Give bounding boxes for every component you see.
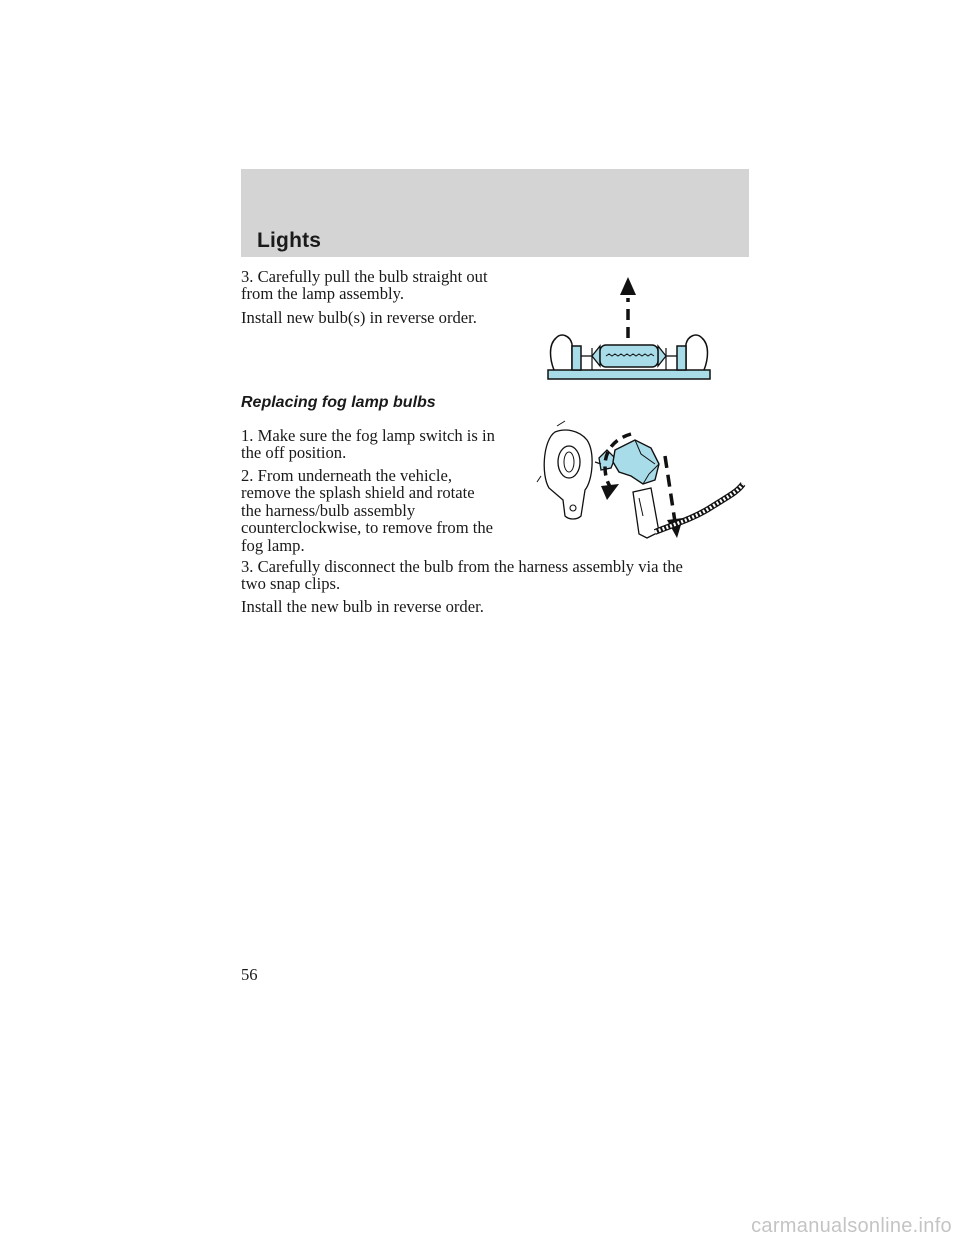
wire-harness xyxy=(655,484,743,532)
section-title: Lights xyxy=(257,229,322,252)
fog-install-text: Install the new bulb in reverse order. xyxy=(241,597,484,616)
right-contact-clip xyxy=(677,346,686,370)
fog-lamp-bulb-removal-diagram xyxy=(535,420,750,550)
install-reverse-text: Install new bulb(s) in reverse order. xyxy=(241,308,477,327)
fog-step-1: 1. Make sure the fog lamp switch is in the off position. xyxy=(241,426,495,463)
right-housing xyxy=(686,335,708,370)
step-3-pull-bulb: 3. Carefully pull the bulb straight out from the lamp assembly. xyxy=(241,267,488,304)
left-contact-clip xyxy=(572,346,581,370)
license-lamp-bulb-removal-diagram xyxy=(540,270,720,385)
festoon-bulb xyxy=(600,345,658,367)
section-header-band xyxy=(241,169,749,257)
rotate-arrowhead xyxy=(601,484,619,500)
pull-direction-arrowhead xyxy=(620,277,636,295)
fog-step-2: 2. From underneath the vehicle, remove the splash shield and rotate the harness/bulb assembly counterclockwise, to remove from the fog lamp. xyxy=(241,466,494,555)
left-housing xyxy=(551,335,573,370)
fog-lamp-heading: Replacing fog lamp bulbs xyxy=(241,394,436,411)
fog-lamp-socket xyxy=(558,446,580,478)
watermark: carmanualsonline.info xyxy=(751,1215,952,1237)
page-number: 56 xyxy=(241,965,258,984)
fog-step-3: 3. Carefully disconnect the bulb from the harness assembly via the two snap clips. xyxy=(241,557,683,594)
pull-down-arrow-shaft xyxy=(665,456,675,522)
lamp-base-plate xyxy=(548,370,710,379)
